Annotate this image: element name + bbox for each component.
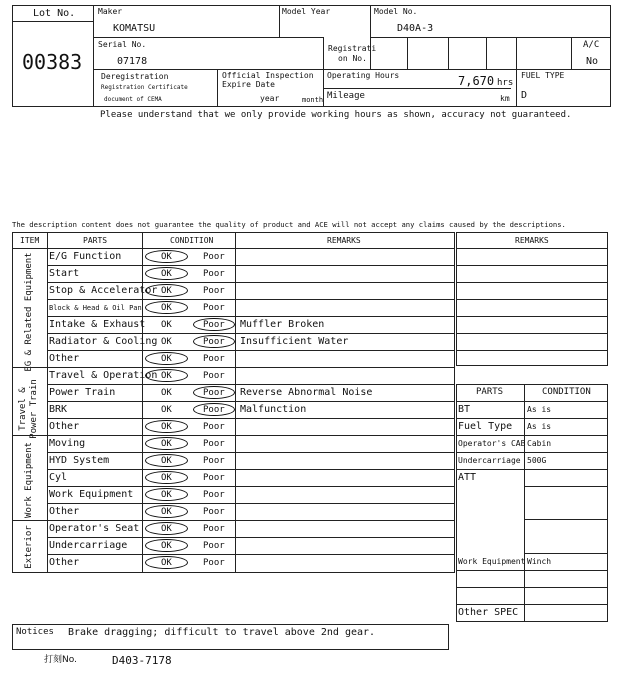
row-poor-option: Poor — [203, 558, 225, 568]
row-poor-option: Poor — [203, 354, 225, 364]
right-row-condition: Cabin — [527, 439, 552, 448]
lot-no: 00383 — [22, 50, 83, 74]
row-ok-option: OK — [161, 269, 172, 279]
row-ok-option: OK — [161, 456, 172, 466]
selection-circle — [145, 505, 188, 518]
month-label: month — [302, 96, 324, 104]
row-poor-option: Poor — [203, 422, 225, 432]
right-row-part: Other SPEC — [458, 607, 519, 618]
row-part: Other — [49, 421, 80, 432]
selection-circle — [145, 352, 188, 365]
row-ok-option: OK — [161, 354, 172, 364]
row-poor-option: Poor — [203, 524, 225, 534]
row-ok-option: OK — [161, 286, 172, 296]
row-part: Other — [49, 353, 80, 364]
hrs-label: hrs — [497, 78, 514, 88]
selection-circle — [145, 522, 188, 535]
row-ok-option: OK — [161, 303, 172, 313]
registration-no-label-1: Registrati — [328, 44, 377, 53]
row-poor-option: Poor — [203, 303, 225, 313]
row-remark: Malfunction — [240, 404, 307, 415]
selection-circle — [145, 437, 188, 450]
group-label-exterior: Exterior — [24, 525, 34, 569]
row-ok-option: OK — [161, 558, 172, 568]
row-ok-option: OK — [161, 541, 172, 551]
right-row-part: ATT — [458, 472, 477, 483]
row-part: Radiator & Cooling — [49, 336, 158, 347]
fuel-type-value: D — [521, 90, 528, 101]
condition-header: CONDITION — [170, 236, 214, 245]
row-poor-option: Poor — [203, 388, 225, 398]
right-row-part: Fuel Type — [458, 421, 513, 432]
row-part: Power Train — [49, 387, 116, 398]
selection-circle — [145, 420, 188, 433]
hours-notice: Please understand that we only provide working hours as shown, accuracy not guaranteed. — [100, 110, 572, 120]
row-ok-option: OK — [161, 252, 172, 262]
row-remark: Insufficient Water — [240, 336, 349, 347]
maker-value: KOMATSU — [113, 23, 156, 34]
row-poor-option: Poor — [203, 541, 225, 551]
right-row-condition: As is — [527, 405, 552, 414]
ac-label: A/C — [583, 40, 600, 50]
row-part: BRK — [49, 404, 68, 415]
group-label-work: Work Equipment — [24, 442, 34, 518]
right-remarks-header: REMARKS — [515, 236, 549, 245]
selection-circle — [193, 318, 235, 331]
right-row-condition: As is — [527, 422, 552, 431]
selection-circle — [145, 539, 188, 552]
mileage-label: Mileage — [327, 91, 365, 101]
selection-circle — [145, 267, 188, 280]
row-poor-option: Poor — [203, 405, 225, 415]
stamp-no: D403-7178 — [112, 654, 172, 667]
row-poor-option: Poor — [203, 337, 225, 347]
row-ok-option: OK — [161, 439, 172, 449]
year-label: year — [260, 94, 280, 103]
selection-circle — [145, 471, 188, 484]
document-cema-label: document of CEMA — [104, 96, 162, 103]
row-ok-option: OK — [161, 507, 172, 517]
selection-circle — [145, 284, 188, 297]
right-row-condition: Winch — [527, 557, 552, 566]
row-part: Other — [49, 557, 80, 568]
selection-circle — [145, 488, 188, 501]
selection-circle — [193, 386, 235, 399]
registration-certificate-label: Registration Certificate — [101, 84, 188, 91]
row-poor-option: Poor — [203, 507, 225, 517]
selection-circle — [145, 556, 188, 569]
row-ok-option: OK — [161, 422, 172, 432]
selection-circle — [193, 403, 235, 416]
row-part: Other — [49, 506, 80, 517]
row-poor-option: Poor — [203, 320, 225, 330]
ac-value: No — [586, 56, 599, 67]
row-poor-option: Poor — [203, 269, 225, 279]
right-row-part: Operator's CAB — [458, 439, 526, 448]
right-condition-header: CONDITION — [542, 387, 591, 397]
row-poor-option: Poor — [203, 473, 225, 483]
selection-circle — [193, 335, 235, 348]
description-notice: The description content does not guarantee the quality of product and ACE will not accept any claims caused by the descriptions. — [12, 220, 566, 229]
operating-hours-label: Operating Hours — [327, 71, 400, 80]
parts-header: PARTS — [83, 236, 108, 245]
condition-table — [12, 232, 455, 573]
row-ok-option: OK — [161, 388, 172, 398]
row-ok-option: OK — [161, 524, 172, 534]
registration-no-label-2: on No. — [338, 54, 367, 63]
row-part: Cyl — [49, 472, 68, 483]
row-part: Moving — [49, 438, 86, 449]
row-remark: Muffler Broken — [240, 319, 325, 330]
remarks-header: REMARKS — [327, 236, 361, 245]
row-ok-option: OK — [161, 320, 172, 330]
row-poor-option: Poor — [203, 456, 225, 466]
group-label-eg: EG & Related Equipment — [24, 252, 34, 372]
notices-text: Brake dragging; difficult to travel above 2nd gear. — [68, 627, 376, 638]
row-part: Intake & Exhaust — [49, 319, 146, 330]
row-poor-option: Poor — [203, 286, 225, 296]
maker-label: Maker — [98, 7, 123, 16]
model-no-value: D40A-3 — [397, 23, 434, 34]
row-ok-option: OK — [161, 490, 172, 500]
deregistration-label: Deregistration — [101, 72, 169, 81]
right-row-part: BT — [458, 404, 471, 415]
selection-circle — [145, 454, 188, 467]
right-parts-header: PARTS — [476, 387, 504, 397]
selection-circle — [145, 250, 188, 263]
official-inspection-label-2: Expire Date — [222, 80, 275, 89]
selection-circle — [145, 301, 188, 314]
item-header: ITEM — [20, 236, 40, 245]
model-no-label: Model No. — [374, 7, 418, 16]
fuel-type-label: FUEL TYPE — [521, 71, 565, 80]
row-part: Operator's Seat — [49, 523, 140, 534]
row-ok-option: OK — [161, 337, 172, 347]
notices-label: Notices — [16, 627, 54, 637]
group-label-travel: Travel & Power Train — [18, 379, 39, 439]
km-label: km — [500, 94, 510, 103]
row-part: Stop & Accelerator — [49, 285, 158, 296]
operating-hours-value: 7,670 — [458, 74, 495, 88]
row-ok-option: OK — [161, 473, 172, 483]
right-row-part: Work Equipment — [458, 557, 526, 566]
row-part: Travel & Operation — [49, 370, 158, 381]
row-poor-option: Poor — [203, 371, 225, 381]
row-part: HYD System — [49, 455, 110, 466]
row-poor-option: Poor — [203, 439, 225, 449]
serial-no-label: Serial No. — [98, 40, 147, 49]
official-inspection-label-1: Official Inspection — [222, 71, 314, 80]
row-part: Work Equipment — [49, 489, 134, 500]
lot-no-label: Lot No. — [33, 8, 76, 19]
row-poor-option: Poor — [203, 252, 225, 262]
row-part: Start — [49, 268, 80, 279]
row-ok-option: OK — [161, 371, 172, 381]
model-year-label: Model Year — [282, 7, 331, 16]
row-remark: Reverse Abnormal Noise — [240, 387, 373, 398]
row-part: E/G Function — [49, 251, 122, 262]
row-ok-option: OK — [161, 405, 172, 415]
row-part: Undercarriage — [49, 540, 128, 551]
selection-circle — [145, 369, 188, 382]
stamp-label: 打刻No. — [44, 655, 77, 665]
serial-no-value: 07178 — [117, 56, 148, 67]
right-row-condition: 500G — [527, 456, 547, 465]
row-poor-option: Poor — [203, 490, 225, 500]
right-row-part: Undercarriage — [458, 456, 521, 465]
row-part: Block & Head & Oil Pan — [49, 304, 142, 312]
